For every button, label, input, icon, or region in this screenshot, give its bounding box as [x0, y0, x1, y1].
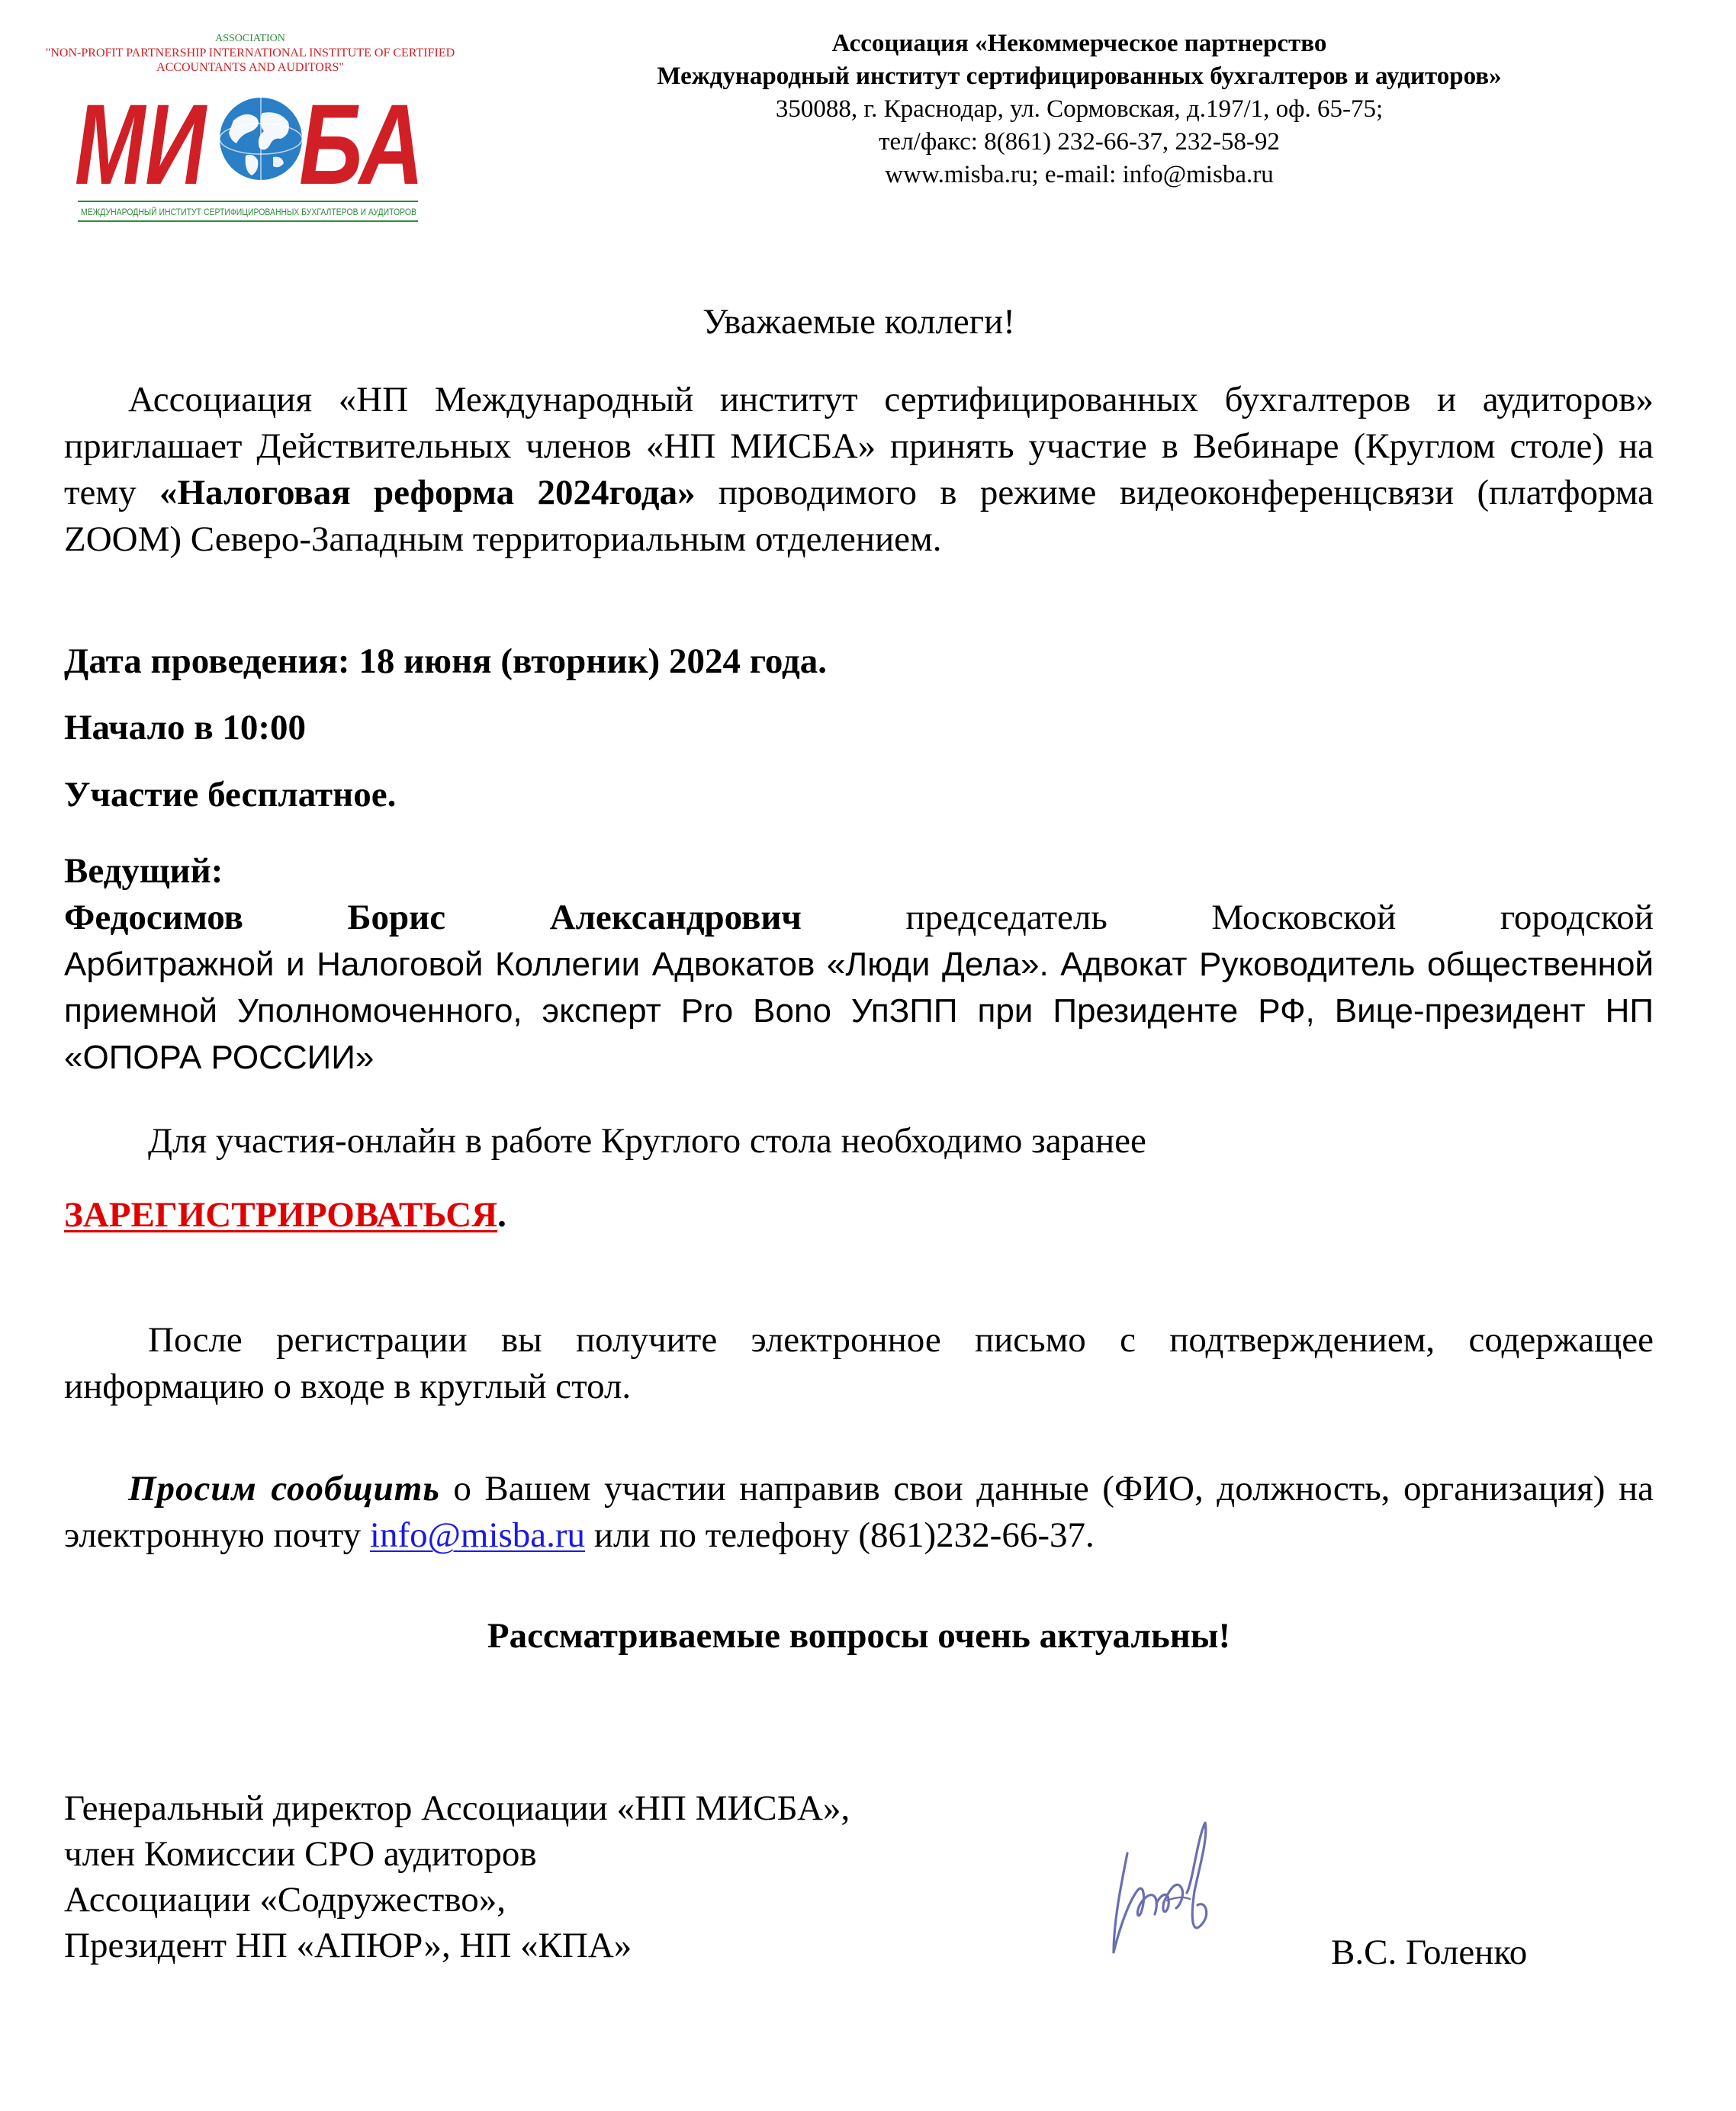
handwritten-signature — [1091, 1807, 1320, 1975]
org-address: 350088, г. Краснодар, ул. Сормовская, д.197/1, оф. 65-75; — [775, 95, 1384, 123]
org-name-line-1: Ассоциация «Некоммерческое партнерство — [831, 30, 1327, 57]
host-first-line — [64, 895, 1654, 941]
logo-bottom-text: МЕЖДУНАРОДНЫЙ ИНСТИТУТ СЕРТИФИЦИРОВАННЫХ БУХГАЛТЕРОВ И АУДИТОРОВ — [81, 208, 451, 217]
start-time: Начало в 10:00 — [64, 708, 306, 747]
logo-top-text-1: ASSOCIATION — [215, 33, 285, 44]
signatory-line-1: Генеральный директор Ассоциации «НП МИСБА», — [64, 1788, 850, 1828]
logo-graphic — [45, 27, 455, 227]
host-description: Арбитражной и Налоговой Коллегии Адвокатов «Люди Дела». Адвокат Руководитель общественной приемной Уполномоченного, эксперт Pro Bono УпЗПП при Президенте РФ, Вице-президент НП «ОПОРА РОССИИ» — [64, 946, 1654, 1076]
host-surname: Федосимов — [64, 898, 243, 937]
misba-logo — [45, 27, 455, 227]
registration-line — [64, 1192, 1654, 1239]
registration-lead: Для участия-онлайн в работе Круглого стола необходимо заранее — [148, 1121, 1146, 1161]
request-text-1: о Вашем участии направив свои данные (ФИО, должность, организация) на электронную почту — [64, 1469, 1654, 1555]
greeting: Уважаемые коллеги! — [702, 302, 1015, 342]
host-patronymic: Александрович — [549, 898, 802, 937]
org-name-line-2: Международный институт сертифицированных бухгалтеров и аудиторов» — [657, 63, 1502, 90]
request-paragraph — [64, 1466, 1654, 1559]
webinar-topic: «Налоговая реформа 2024года» — [159, 473, 696, 512]
logo-top-text-3: ACCOUNTANTS AND AUDITORS" — [156, 61, 344, 74]
signatory-line-3: Ассоциации «Содружество», — [64, 1880, 506, 1920]
org-web-email: www.misba.ru; e-mail: info@misba.ru — [885, 161, 1274, 188]
signatory-line-2: член Комиссии СРО аудиторов — [64, 1834, 537, 1874]
request-lead: Просим сообщить — [128, 1469, 440, 1509]
organization-header — [488, 27, 1670, 191]
logo-wordmark-right: БА — [299, 80, 424, 208]
logo-wordmark-left: МИ — [75, 80, 208, 208]
org-phone: тел/факс: 8(861) 232-66-37, 232-58-92 — [879, 128, 1280, 156]
host-first-name: Борис — [347, 898, 446, 937]
event-date: Дата проведения: 18 июня (вторник) 2024 года. — [64, 641, 828, 681]
host-heading: Ведущий: — [64, 851, 223, 891]
signatory-title — [64, 1785, 850, 1968]
intro-text-2: проводимого в режиме видеоконференцсвязи (платформа ZOOM) Северо-Западным территориальным отделением. — [64, 473, 1654, 559]
host-desc-word-1: председатель — [905, 898, 1108, 937]
intro-paragraph — [64, 377, 1654, 563]
signatory-name: В.С. Голенко — [1331, 1933, 1528, 1972]
register-dot: . — [497, 1195, 506, 1235]
signatory-line-4: Президент НП «АПЮР», НП «КПА» — [64, 1926, 632, 1965]
host-desc-word-2: Московской — [1211, 898, 1397, 937]
closing-line: Рассматриваемые вопросы очень актуальны! — [487, 1616, 1231, 1656]
logo-top-text-2: "NON-PROFIT PARTNERSHIP INTERNATIONAL INSTITUTE OF CERTIFIED — [45, 47, 455, 59]
email-link[interactable]: info@misba.ru — [369, 1515, 586, 1555]
intro-text-1: Ассоциация «НП Международный институт сертифицированных бухгалтеров и аудиторов» приглашает Действительных членов «НП МИСБА» принять участие в Вебинаре (Круглом столе) на тему — [64, 380, 1654, 512]
host-desc-word-3: городской — [1500, 898, 1654, 937]
globe-icon — [220, 98, 302, 180]
request-text-2: или по телефону (861)232-66-37. — [585, 1515, 1095, 1555]
register-link[interactable]: ЗАРЕГИСТРИРОВАТЬСЯ — [64, 1195, 498, 1235]
participation-free: Участие бесплатное. — [64, 775, 397, 815]
after-registration-paragraph: После регистрации вы получите электронное письмо с подтверждением, содержащее информацию о входе в круглый стол. — [64, 1320, 1654, 1406]
